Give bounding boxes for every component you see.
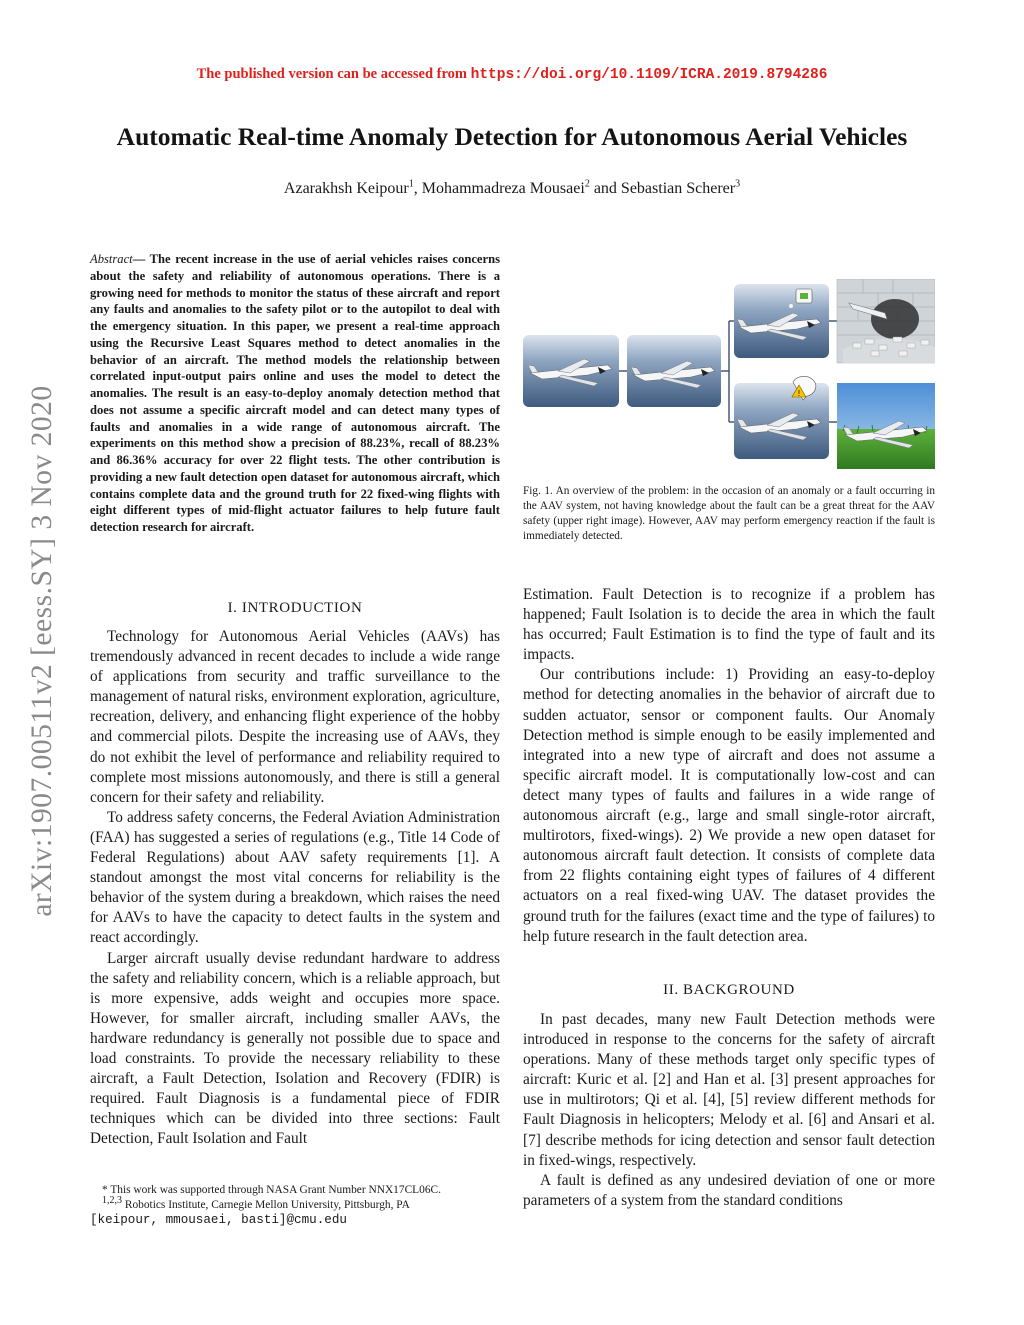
aircraft-panel-2 [627, 335, 721, 407]
status-indicator-icon [800, 293, 808, 299]
aircraft-panel-fault-undetected [734, 284, 829, 358]
author-emails: [keipour, mmousaei, basti]@cmu.edu [90, 1213, 347, 1227]
background-paragraph: In past decades, many new Fault Detection methods were introduced in response to the concerns for the safety of aircraft operations. Many of these methods target only specific types of aircraft: Kuric et al. [2] and Han et al. [3] present approaches for use in multirotors; Qi et al. [4], [5] review different methods for Fault Diagnosis in helicopters; Melody et al. [6] and Ansari et al. [7] describe methods for icing detection and sensor fault detection in fixed-wings, respectively. [523, 1011, 935, 1169]
figure-1 [523, 279, 935, 469]
author-1-affiliation: 1 [408, 178, 414, 190]
warning-symbol: ! [797, 389, 801, 398]
landing-image [837, 383, 935, 469]
affiliation-note [90, 1195, 500, 1213]
affiliation-marks: 1,2,3 [102, 1195, 122, 1207]
figure-1-diagram [523, 279, 935, 469]
abstract [90, 251, 500, 536]
arxiv-side-stamp: arXiv:1907.00511v2 [eess.SY] 3 Nov 2020 [26, 385, 58, 917]
section-heading-introduction: I. INTRODUCTION [227, 600, 363, 616]
introduction-body [90, 627, 500, 1149]
background-paragraph: A fault is defined as any undesired deviation of one or more parameters of a system from the standard conditions [523, 1171, 935, 1209]
section-heading-background: II. BACKGROUND [663, 982, 795, 998]
contributions-paragraph: Our contributions include: 1) Providing an easy-to-deploy method for detecting anomalies in the behavior of aircraft due to sudden actuator, sensor or component faults. Our Anomaly Detection method is simple enough to be easily implemented and integrated into a new type of aircraft and does not assume a specific aircraft model. It is computationally low-cost and can detect many types of faults and failures in a wide range of autonomous aircraft (e.g., large and small single-rotor aircraft, multirotors, fixed-wings). 2) We provide a new open dataset for autonomous aircraft fault detection. It consists of complete data from 22 flights containing eight types of failures of 4 different actuators on a real fixed-wing UAV. The dataset provides the ground truth for the failures (exact time and the type of failures) to help future research in the fault detection area. [523, 666, 935, 945]
author-3: and Sebastian Scherer [589, 180, 736, 197]
figure-1-caption: Fig. 1. An overview of the problem: in the occasion of an anomaly or a fault occurring in the AAV system, not having knowledge about the fault can be a great threat for the AAV safety (upper right image). However, AAV may perform emergency reaction if the fault is immediately detected. [523, 485, 935, 542]
funding-note: * This work was supported through NASA Grant Number NNX17CL06C. [102, 1184, 441, 1196]
affiliation-text: Robotics Institute, Carnegie Mellon University, Pittsburgh, PA [122, 1199, 410, 1211]
author-2-affiliation: 2 [584, 178, 590, 190]
author-1: Azarakhsh Keipour [283, 180, 409, 197]
doi-link[interactable]: https://doi.org/10.1109/ICRA.2019.8794286 [470, 67, 828, 83]
background-body [523, 1010, 935, 1211]
intro-paragraph: Technology for Autonomous Aerial Vehicles (AAVs) has tremendously advanced in recent decades to include a wide range of applications from security and traffic surveillance to the management of natural risks, environment exploration, agriculture, recreation, delivery, and enhancing flight experience of the hobby and commercial pilots. Despite the increasing use of AAVs, they do not exhibit the level of performance and reliability required to complete most missions autonomously, and there is still a general concern for their safety and reliability. [90, 628, 500, 806]
published-version-banner [0, 66, 1024, 83]
intro-paragraph: Larger aircraft usually devise redundant hardware to address the safety and reliability concern, which is a reliable approach, but is more expensive, adds weight and occupies more space. However, for smaller aircraft, including smaller AAVs, the hardware redundancy is generally not possible due to space and load constraints. To provide the necessary reliability to these aircraft, a Fault Detection, Isolation and Recovery (FDIR) is required. Fault Diagnosis is a fundamental piece of FDIR techniques which can be divided into three sections: Fault Detection, Fault Isolation and Fault [90, 949, 500, 1148]
aircraft-panel-fault-detected [734, 376, 829, 459]
intro-paragraph: To address safety concerns, the Federal Aviation Administration (FAA) has suggested a series of regulations (e.g., Title 14 Code of Federal Regulations) about AAV safety requirements [1]. A standout amongst the most vital concerns for reliability is the behavior of the system during a breakdown, which raises the need for AAVs to have the capacity to detect faults in the system and react accordingly. [90, 808, 500, 947]
banner-prefix: The published version can be accessed from [196, 66, 468, 82]
right-column-body [523, 585, 935, 947]
crash-image [837, 279, 935, 363]
author-3-affiliation: 3 [735, 178, 741, 190]
paper-title: Automatic Real-time Anomaly Detection for Autonomous Aerial Vehicles [116, 122, 908, 151]
footnote [90, 1183, 500, 1228]
author-list [0, 180, 1024, 198]
abstract-label: Abstract [90, 252, 133, 266]
aircraft-panel-1 [523, 335, 619, 407]
abstract-text: — The recent increase in the use of aerial vehicles raises concerns about the safety and reliability of autonomous operations. There is a growing need for methods to monitor the status of these aircraft and report any faults and anomalies to the safety pilot or to the autopilot to deal with the emergency situation. In this paper, we present a real-time approach using the Recursive Least Squares method to detect anomalies in the behavior of an aircraft. The method models the relationship between correlated input-output pairs online and uses the model to detect the anomalies. The result is an easy-to-deploy anomaly detection method that does not assume a specific aircraft model and can detect many types of faults and anomalies in a wide range of autonomous aircraft. The experiments on this method show a precision of 88.23%, recall of 88.23% and 86.36% accuracy for over 22 flight tests. The other contribution is providing a new fault detection open dataset for autonomous aircraft, which contains complete data and the ground truth for 22 fixed-wing flights with eight different types of mid-flight actuator failures to help future fault detection research for aircraft. [90, 252, 500, 534]
author-2: , Mohammadreza Mousaei [413, 180, 585, 197]
continued-paragraph: Estimation. Fault Detection is to recognize if a problem has happened; Fault Isolation is to decide the area in which the fault has occurred; Fault Estimation is to find the type of fault and its impacts. [523, 586, 935, 664]
